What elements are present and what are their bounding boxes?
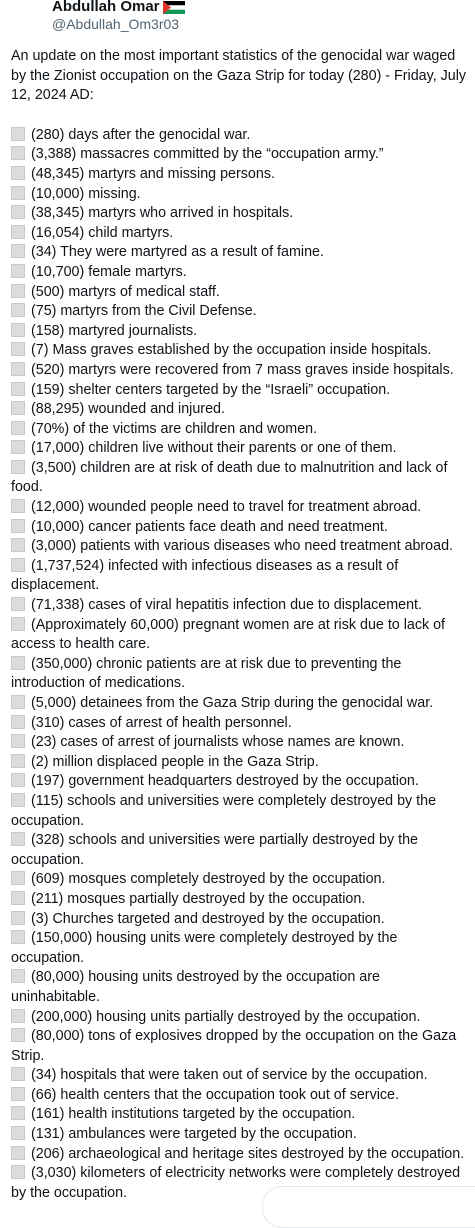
square-emoji-icon	[11, 930, 25, 944]
square-emoji-icon	[11, 440, 25, 454]
list-item-text: (3,388) massacres committed by the “occupation army.”	[31, 146, 384, 163]
square-emoji-icon	[11, 969, 25, 983]
square-emoji-icon	[11, 695, 25, 709]
list-item-text: (71,338) cases of viral hepatitis infection due to displacement.	[31, 597, 423, 614]
list-item	[11, 890, 471, 910]
list-item-text: (500) martyrs of medical staff.	[31, 283, 220, 300]
list-item-text: (159) shelter centers targeted by the “Israeli” occupation.	[31, 381, 391, 398]
square-emoji-icon	[11, 401, 25, 415]
list-item	[11, 1145, 471, 1165]
list-item-text: (115) schools and universities were completely destroyed by the occupation.	[11, 792, 437, 829]
list-item-text: (23) cases of arrest of journalists whose names are known.	[31, 734, 405, 751]
list-item	[11, 263, 471, 283]
list-item-text: (200,000) housing units partially destroyed by the occupation.	[31, 1008, 421, 1025]
square-emoji-icon	[11, 734, 25, 748]
list-item	[11, 439, 471, 459]
list-item-text: (80,000) tons of explosives dropped by the occupation on the Gaza Strip.	[11, 1028, 457, 1064]
list-item	[11, 1086, 471, 1106]
list-item	[11, 165, 471, 185]
list-item	[11, 655, 471, 694]
list-item-text: (161) health institutions targeted by the occupation.	[31, 1106, 356, 1123]
list-item-text: (197) government headquarters destroyed by the occupation.	[31, 773, 419, 790]
square-emoji-icon	[11, 754, 25, 768]
square-emoji-icon	[11, 911, 25, 925]
list-item-text: (34) They were martyred as a result of famine.	[31, 244, 324, 261]
list-item-text: (2) million displaced people in the Gaza Strip.	[31, 753, 319, 770]
square-emoji-icon	[11, 146, 25, 160]
list-item-text: (3,000) patients with various diseases who need treatment abroad.	[31, 538, 454, 555]
list-item	[11, 420, 471, 440]
list-item-text: (88,295) wounded and injured.	[31, 401, 225, 418]
list-item-text: (280) days after the genocidal war.	[31, 126, 251, 143]
list-item	[11, 400, 471, 420]
square-emoji-icon	[11, 225, 25, 239]
square-emoji-icon	[11, 832, 25, 846]
list-item	[11, 1008, 471, 1028]
list-item	[11, 145, 471, 165]
list-item	[11, 831, 471, 870]
intro-text: An update on the most important statistics of the genocidal war waged by the Zionist occupation on the Gaza Strip for today (280) - Friday, July 12, 2024 AD:	[11, 48, 467, 104]
list-item	[11, 792, 471, 831]
list-item	[11, 753, 471, 773]
list-item	[11, 733, 471, 753]
list-item-text: (Approximately 60,000) pregnant women are at risk due to lack of access to health care.	[11, 616, 446, 653]
square-emoji-icon	[11, 1067, 25, 1081]
square-emoji-icon	[11, 519, 25, 533]
list-item-text: (520) martyrs were recovered from 7 mass graves inside hospitals.	[31, 361, 454, 378]
list-item-text: (16,054) child martyrs.	[31, 224, 174, 241]
list-item	[11, 283, 471, 303]
list-item-text: (150,000) housing units were completely destroyed by the occupation.	[11, 930, 398, 966]
list-item	[11, 1105, 471, 1125]
square-emoji-icon	[11, 264, 25, 278]
list-item-text: (34) hospitals that were taken out of service by the occupation.	[31, 1067, 428, 1084]
square-emoji-icon	[11, 1165, 25, 1179]
list-item	[11, 498, 471, 518]
list-item-text: (17,000) children live without their parents or one of them.	[31, 440, 397, 457]
list-item	[11, 243, 471, 263]
square-emoji-icon	[11, 1146, 25, 1160]
list-item	[11, 870, 471, 890]
square-emoji-icon	[11, 186, 25, 200]
square-emoji-icon	[11, 499, 25, 513]
list-item	[11, 1027, 471, 1066]
list-item-text: (75) martyrs from the Civil Defense.	[31, 303, 257, 320]
list-item-text: (206) archaeological and heritage sites destroyed by the occupation.	[31, 1145, 465, 1162]
square-emoji-icon	[11, 127, 25, 141]
list-item-text: (10,700) female martyrs.	[31, 263, 187, 280]
list-item-text: (609) mosques completely destroyed by the occupation.	[31, 871, 386, 888]
list-item-text: (350,000) chronic patients are at risk due to preventing the introduction of medications.	[11, 655, 402, 692]
tweet-header	[0, 0, 475, 38]
list-item	[11, 518, 471, 538]
square-emoji-icon	[11, 166, 25, 180]
list-item	[11, 910, 471, 930]
list-item	[11, 616, 471, 655]
square-emoji-icon	[11, 303, 25, 317]
list-item	[11, 302, 471, 322]
list-item	[11, 694, 471, 714]
list-item-text: (12,000) wounded people need to travel for treatment abroad.	[31, 499, 422, 516]
list-item-text: (158) martyred journalists.	[31, 322, 198, 339]
square-emoji-icon	[11, 558, 25, 572]
square-emoji-icon	[11, 421, 25, 435]
square-emoji-icon	[11, 342, 25, 356]
square-emoji-icon	[11, 1009, 25, 1023]
square-emoji-icon	[11, 244, 25, 258]
list-item	[11, 381, 471, 401]
list-item-text: (38,345) martyrs who arrived in hospitals.	[31, 205, 294, 222]
tweet-body	[11, 47, 471, 1203]
square-emoji-icon	[11, 1087, 25, 1101]
list-item-text: (3,030) kilometers of electricity networks were completely destroyed by the occupation.	[11, 1165, 461, 1201]
author-name[interactable]	[52, 0, 185, 16]
square-emoji-icon	[11, 871, 25, 885]
palestine-flag-icon	[163, 1, 185, 14]
author-handle[interactable]: @Abdullah_Om3r03	[52, 16, 180, 32]
list-item-text: (3,500) children are at risk of death due to malnutrition and lack of food.	[11, 459, 448, 496]
list-item	[11, 224, 471, 244]
list-item-text: (10,000) cancer patients face death and need treatment.	[31, 518, 388, 535]
list-item-text: (5,000) detainees from the Gaza Strip during the genocidal war.	[31, 695, 434, 711]
list-item	[11, 459, 471, 498]
list-item	[11, 126, 471, 146]
square-emoji-icon	[11, 382, 25, 396]
list-item-text: (131) ambulances were targeted by the occupation.	[31, 1126, 357, 1143]
list-item	[11, 772, 471, 792]
list-item	[11, 714, 471, 734]
statistics-list	[11, 126, 471, 1204]
square-emoji-icon	[11, 1126, 25, 1140]
list-item-text: (80,000) housing units destroyed by the occupation are uninhabitable.	[11, 969, 380, 1005]
square-emoji-icon	[11, 1028, 25, 1042]
list-item	[11, 322, 471, 342]
list-item	[11, 557, 471, 596]
list-item-text: (3) Churches targeted and destroyed by the occupation.	[31, 910, 385, 927]
list-item	[11, 361, 471, 381]
square-emoji-icon	[11, 323, 25, 337]
list-item-text: (10,000) missing.	[31, 185, 141, 202]
list-item	[11, 204, 471, 224]
list-item-text: (66) health centers that the occupation took out of service.	[31, 1086, 399, 1103]
author-name-text: Abdullah Omar	[52, 0, 160, 15]
square-emoji-icon	[11, 891, 25, 905]
square-emoji-icon	[11, 1106, 25, 1120]
square-emoji-icon	[11, 205, 25, 219]
list-item	[11, 596, 471, 616]
list-item	[11, 185, 471, 205]
square-emoji-icon	[11, 715, 25, 729]
list-item-text: (310) cases of arrest of health personnel.	[31, 714, 292, 731]
square-emoji-icon	[11, 656, 25, 670]
paragraph-gap	[11, 106, 471, 126]
list-item	[11, 341, 471, 361]
list-item	[11, 1125, 471, 1145]
list-item-text: (211) mosques partially destroyed by the occupation.	[31, 890, 366, 907]
list-item-text: (328) schools and universities were partially destroyed by the occupation.	[11, 832, 419, 868]
floating-reply-bar[interactable]	[262, 1186, 475, 1228]
list-item-text: (48,345) martyrs and missing persons.	[31, 165, 275, 182]
square-emoji-icon	[11, 362, 25, 376]
square-emoji-icon	[11, 284, 25, 298]
square-emoji-icon	[11, 617, 25, 631]
list-item-text: (70%) of the victims are children and women.	[31, 420, 318, 437]
square-emoji-icon	[11, 538, 25, 552]
square-emoji-icon	[11, 773, 25, 787]
list-item-text: (7) Mass graves established by the occupation inside hospitals.	[31, 342, 432, 359]
square-emoji-icon	[11, 793, 25, 807]
list-item-text: (1,737,524) infected with infectious diseases as a result of displacement.	[11, 557, 399, 594]
list-item	[11, 537, 471, 557]
list-item	[11, 968, 471, 1007]
list-item	[11, 929, 471, 968]
square-emoji-icon	[11, 597, 25, 611]
list-item	[11, 1066, 471, 1086]
square-emoji-icon	[11, 460, 25, 474]
